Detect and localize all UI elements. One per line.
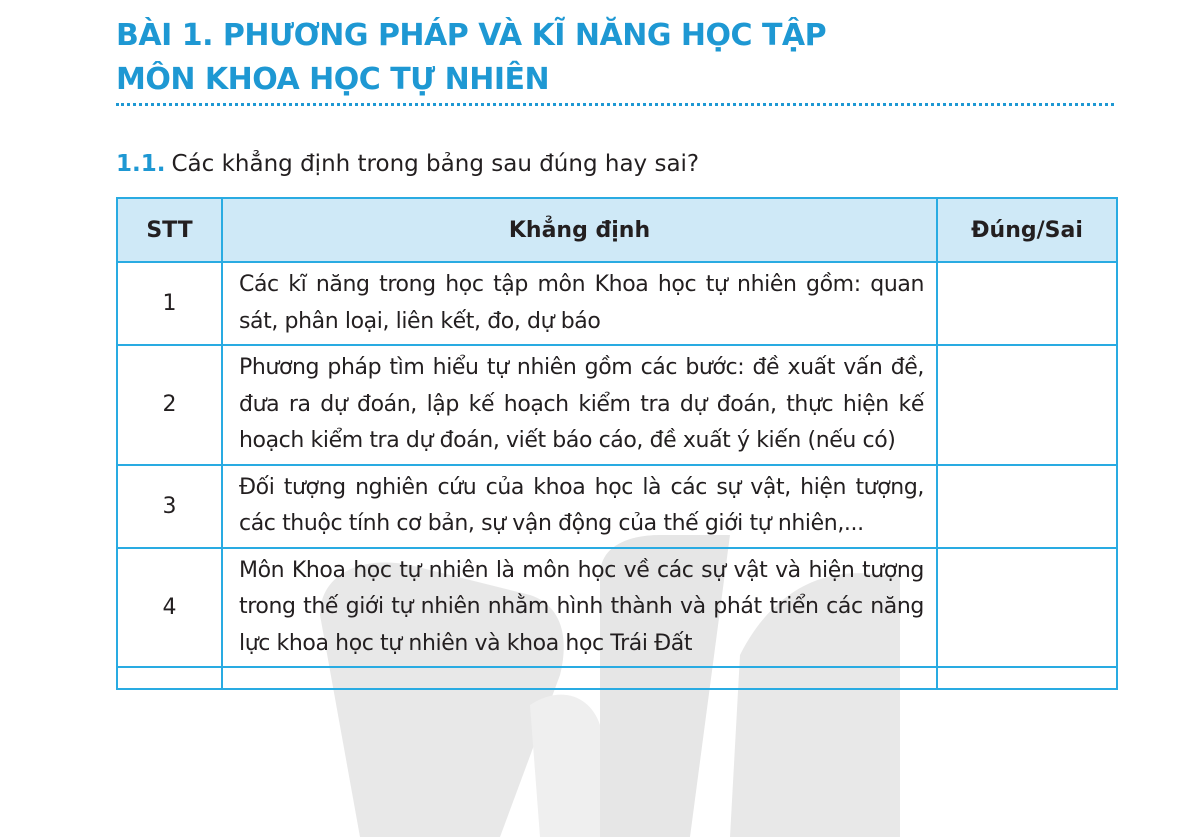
- column-header-stt: STT: [117, 198, 222, 262]
- table-header-row: [117, 198, 1117, 262]
- lesson-title: [116, 14, 826, 102]
- row-number: 1: [117, 262, 222, 345]
- exercise-prompt: Các khẳng định trong bảng sau đúng hay sai?: [171, 151, 700, 177]
- exercise-number: 1.1.: [116, 151, 166, 177]
- table-row: [117, 345, 1117, 465]
- table-row: [117, 548, 1117, 668]
- row-number: 3: [117, 465, 222, 548]
- claim-text: Môn Khoa học tự nhiên là môn học về các sự vật và hiện tượng trong thế giới tự nhiên nhằm hình thành và phát triển các năng lực khoa học tự nhiên và khoa học Trái Đất: [222, 548, 937, 668]
- true-false-table: [116, 197, 1118, 690]
- lesson-title-line-2: MÔN KHOA HỌC TỰ NHIÊN: [116, 62, 550, 97]
- true-false-answer-cell[interactable]: [937, 262, 1117, 345]
- true-false-answer-cell[interactable]: [937, 465, 1117, 548]
- lesson-title-line-1: BÀI 1. PHƯƠNG PHÁP VÀ KĨ NĂNG HỌC TẬP: [116, 18, 827, 53]
- claim-text: Các kĩ năng trong học tập môn Khoa học tự nhiên gồm: quan sát, phân loại, liên kết, đo, dự báo: [222, 262, 937, 345]
- true-false-answer-cell[interactable]: [937, 345, 1117, 465]
- title-dotted-divider: [116, 103, 1114, 106]
- column-header-claim: Khẳng định: [222, 198, 937, 262]
- exercise-question: [116, 148, 699, 180]
- table-row: [117, 465, 1117, 548]
- column-header-true-false: Đúng/Sai: [937, 198, 1117, 262]
- true-false-answer-cell[interactable]: [937, 548, 1117, 668]
- claim-text: Phương pháp tìm hiểu tự nhiên gồm các bước: đề xuất vấn đề, đưa ra dự đoán, lập kế hoạch kiểm tra dự đoán, thực hiện kế hoạch kiểm tra dự đoán, viết báo cáo, đề xuất ý kiến (nếu có): [222, 345, 937, 465]
- row-number: 4: [117, 548, 222, 668]
- claim-text-empty: [222, 667, 937, 689]
- answer-cell-empty: [937, 667, 1117, 689]
- table-row-cut-off: [117, 667, 1117, 689]
- row-number: 2: [117, 345, 222, 465]
- claim-text: Đối tượng nghiên cứu của khoa học là các sự vật, hiện tượng, các thuộc tính cơ bản, sự vận động của thế giới tự nhiên,...: [222, 465, 937, 548]
- row-number-empty: [117, 667, 222, 689]
- table-row: [117, 262, 1117, 345]
